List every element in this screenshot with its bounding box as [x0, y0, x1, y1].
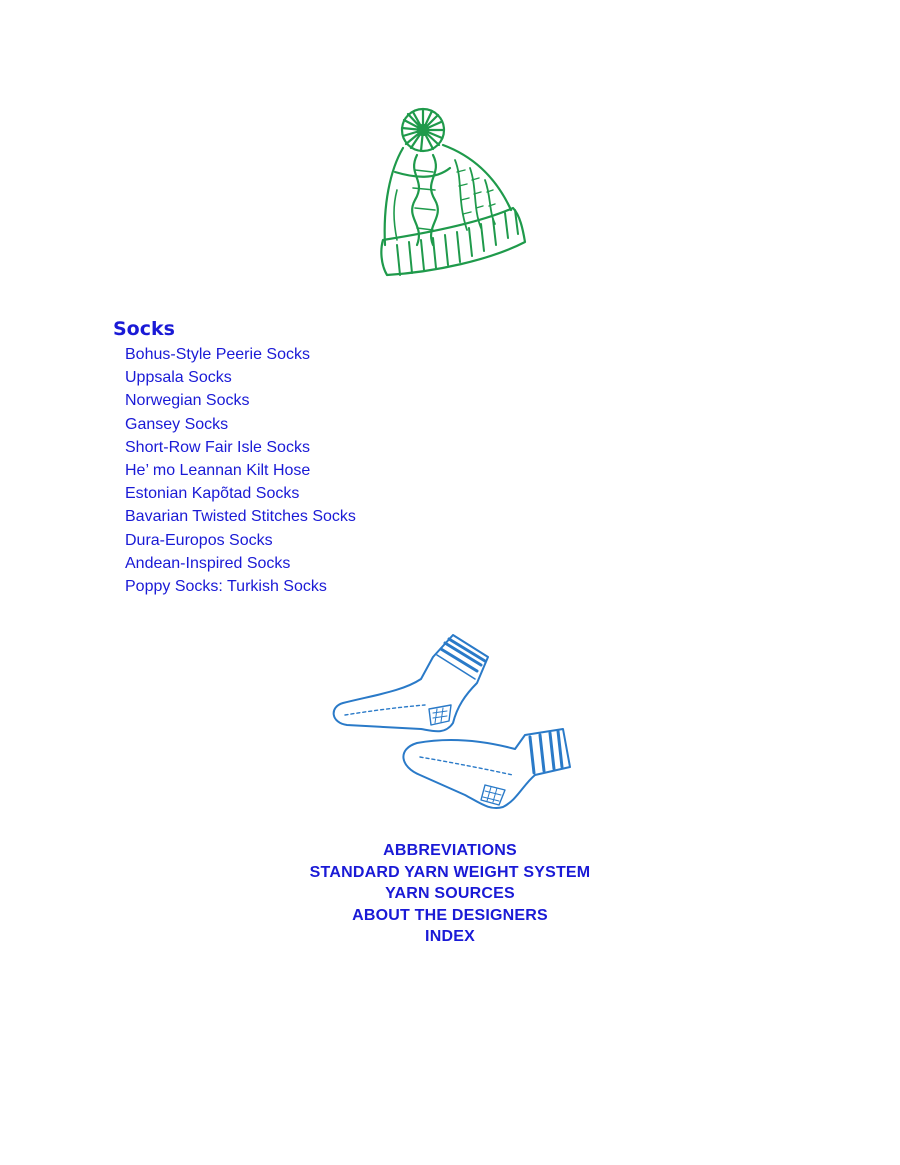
yarn-weight-system-link[interactable]: STANDARD YARN WEIGHT SYSTEM — [309, 863, 591, 881]
lower-sock — [403, 729, 570, 808]
toc-link[interactable]: Uppsala Socks — [125, 369, 232, 387]
back-matter-entry — [0, 840, 900, 862]
back-matter-entry — [0, 926, 900, 948]
toc-entry — [125, 389, 356, 412]
toc-link[interactable]: Poppy Socks: Turkish Socks — [125, 577, 327, 595]
back-matter-entry — [0, 883, 900, 905]
toc-entry — [125, 482, 356, 505]
toc-link[interactable]: Dura-Europos Socks — [125, 531, 273, 549]
toc-entry — [125, 343, 356, 366]
upper-sock — [334, 635, 488, 731]
toc-link[interactable]: Norwegian Socks — [125, 392, 250, 410]
toc-link[interactable]: Andean-Inspired Socks — [125, 554, 291, 572]
toc-entry — [125, 366, 356, 389]
toc-link[interactable]: He’ mo Leannan Kilt Hose — [125, 461, 311, 479]
pair-of-socks-icon — [325, 625, 585, 815]
toc-link[interactable]: Bohus-Style Peerie Socks — [125, 346, 310, 363]
back-matter-list — [0, 840, 900, 948]
abbreviations-link[interactable]: ABBREVIATIONS — [383, 842, 517, 859]
toc-link[interactable]: Short-Row Fair Isle Socks — [125, 438, 310, 456]
toc-entry — [125, 459, 356, 482]
back-matter-entry — [0, 905, 900, 927]
toc-entry — [125, 575, 356, 598]
toc-link[interactable]: Estonian Kapõtad Socks — [125, 485, 300, 503]
index-link[interactable]: INDEX — [425, 928, 475, 946]
toc-entry — [125, 413, 356, 436]
toc-link[interactable]: Gansey Socks — [125, 415, 229, 433]
yarn-sources-link[interactable]: YARN SOURCES — [385, 885, 515, 903]
knit-hat-icon — [375, 100, 540, 285]
section-heading: Socks — [113, 318, 175, 340]
toc-list — [125, 343, 356, 598]
pom-pom — [402, 109, 444, 151]
back-matter-entry — [0, 862, 900, 884]
about-designers-link[interactable]: ABOUT THE DESIGNERS — [352, 906, 548, 924]
toc-entry — [125, 505, 356, 528]
toc-link[interactable]: Bavarian Twisted Stitches Socks — [125, 508, 356, 526]
toc-entry — [125, 436, 356, 459]
toc-entry — [125, 552, 356, 575]
toc-entry — [125, 529, 356, 552]
